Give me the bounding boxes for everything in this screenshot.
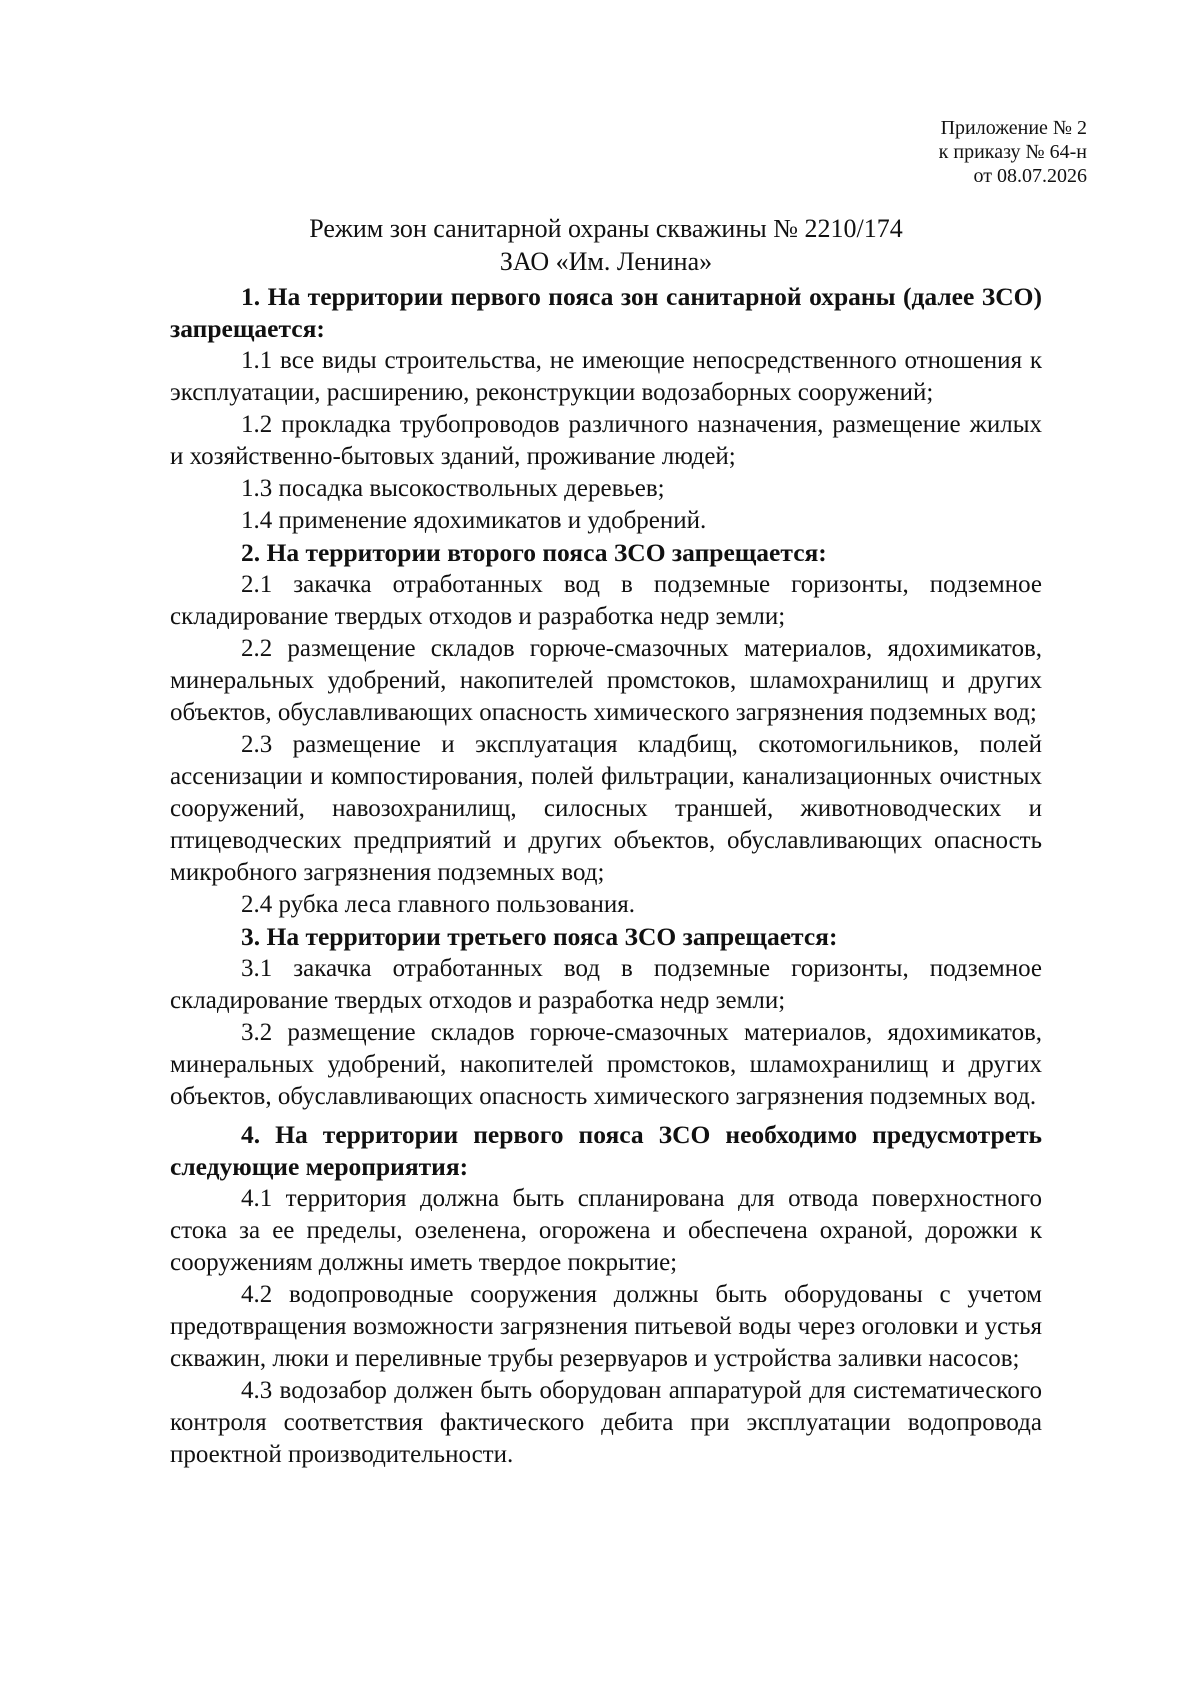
document-body: [170, 281, 1042, 1471]
item-4-1: 4.1 территория должна быть спланирована для отвода поверхностного стока за ее пределы, озеленена, огорожена и обеспечена охраной, дорожки к сооружениям должны иметь твердое покрытие;: [170, 1185, 1042, 1276]
title-line-1: Режим зон санитарной охраны скважины № 2210/174: [309, 214, 903, 243]
section-2-heading: 2. На территории второго пояса ЗСО запрещается:: [241, 538, 827, 567]
item-4-2: 4.2 водопроводные сооружения должны быть оборудованы с учетом предотвращения возможности загрязнения питьевой воды через оголовки и устья скважин, люки и переливные трубы резервуаров и устройства заливки насосов;: [170, 1281, 1042, 1372]
item-1-3: 1.3 посадка высокоствольных деревьев;: [241, 475, 665, 502]
item-1-1: 1.1 все виды строительства, не имеющие непосредственного отношения к эксплуатации, расширению, реконструкции водозаборных сооружений;: [170, 347, 1042, 406]
section-3-heading: 3. На территории третьего пояса ЗСО запрещается:: [241, 922, 838, 951]
item-3-1: 3.1 закачка отработанных вод в подземные горизонты, подземное складирование твердых отходов и разработка недр земли;: [170, 955, 1042, 1014]
item-2-3: 2.3 размещение и эксплуатация кладбищ, скотомогильников, полей ассенизации и компостирования, полей фильтрации, канализационных очистных сооружений, навозохранилищ, силосных траншей, животноводческих и птицеводческих предприятий и других объектов, обуславливающих опасность микробного загрязнения подземных вод;: [170, 731, 1042, 886]
title-line-2: ЗАО «Им. Ленина»: [499, 247, 713, 276]
appendix-reference: [939, 116, 1087, 188]
section-1-heading: 1. На территории первого пояса зон санитарной охраны (далее ЗСО) запрещается:: [170, 282, 1042, 343]
item-2-2: 2.2 размещение складов горюче-смазочных материалов, ядохимикатов, минеральных удобрений, накопителей промстоков, шламохранилищ и других объектов, обуславливающих опасность химического загрязнения подземных вод;: [170, 635, 1042, 726]
item-2-4: 2.4 рубка леса главного пользования.: [241, 891, 635, 918]
item-4-3: 4.3 водозабор должен быть оборудован аппаратурой для систематического контроля соответствия фактического дебита при эксплуатации водопровода проектной производительности.: [170, 1377, 1042, 1468]
order-date: от 08.07.2026: [973, 165, 1087, 187]
item-1-2: 1.2 прокладка трубопроводов различного назначения, размещение жилых и хозяйственно-бытовых зданий, проживание людей;: [170, 411, 1042, 470]
item-1-4: 1.4 применение ядохимикатов и удобрений.: [241, 507, 707, 534]
section-4-heading: 4. На территории первого пояса ЗСО необходимо предусмотреть следующие мероприятия:: [170, 1120, 1042, 1181]
document-title: [170, 212, 1042, 278]
order-number: к приказу № 64-н: [938, 141, 1087, 163]
appendix-number: Приложение № 2: [940, 117, 1087, 139]
item-3-2: 3.2 размещение складов горюче-смазочных материалов, ядохимикатов, минеральных удобрений, накопителей промстоков, шламохранилищ и других объектов, обуславливающих опасность химического загрязнения подземных вод.: [170, 1019, 1042, 1110]
item-2-1: 2.1 закачка отработанных вод в подземные горизонты, подземное складирование твердых отходов и разработка недр земли;: [170, 571, 1042, 630]
